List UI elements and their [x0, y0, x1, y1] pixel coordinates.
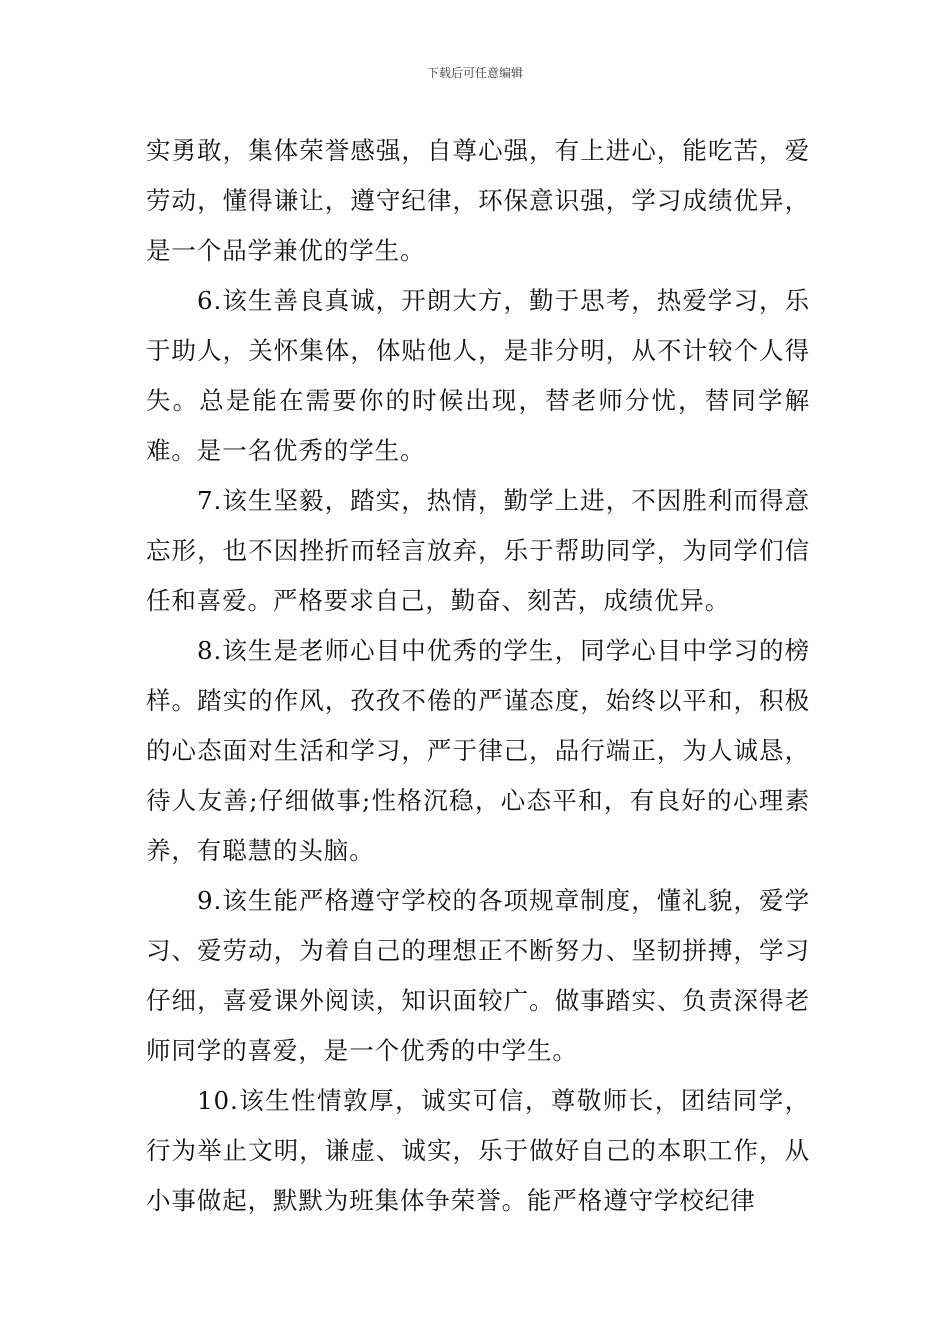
page-header-note: 下载后可任意编辑 [426, 66, 523, 80]
document-body [146, 126, 810, 1226]
paragraph-item-10: 10.该生性情敦厚，诚实可信，尊敬师长，团结同学，行为举止文明，谦虚、诚实，乐于做好自己的本职工作，从小事做起，默默为班集体争荣誉。能严格遵守学校纪律 [146, 1086, 810, 1215]
paragraph-item-8: 8.该生是老师心目中优秀的学生，同学心目中学习的榜样。踏实的作风，孜孜不倦的严谨态度，始终以平和，积极的心态面对生活和学习，严于律己，品行端正，为人诚恳，待人友善;仔细做事;性格沉稳，心态平和，有良好的心理素养，有聪慧的头脑。 [146, 636, 810, 865]
paragraph-continued: 实勇敢，集体荣誉感强，自尊心强，有上进心，能吃苦，爱劳动，懂得谦让，遵守纪律，环保意识强，学习成绩优异，是一个品学兼优的学生。 [146, 136, 810, 265]
paragraph-item-7: 7.该生坚毅，踏实，热情，勤学上进，不因胜利而得意忘形，也不因挫折而轻言放弃，乐于帮助同学，为同学们信任和喜爱。严格要求自己，勤奋、刻苦，成绩优异。 [146, 486, 810, 615]
paragraph-item-9: 9.该生能严格遵守学校的各项规章制度，懂礼貌，爱学习、爱劳动，为着自己的理想正不断努力、坚韧拼搏，学习仔细，喜爱课外阅读，知识面较广。做事踏实、负责深得老师同学的喜爱，是一个优秀的中学生。 [146, 886, 810, 1065]
paragraph-item-6: 6.该生善良真诚，开朗大方，勤于思考，热爱学习，乐于助人，关怀集体，体贴他人，是非分明，从不计较个人得失。总是能在需要你的时候出现，替老师分忧，替同学解难。是一名优秀的学生。 [146, 286, 810, 465]
